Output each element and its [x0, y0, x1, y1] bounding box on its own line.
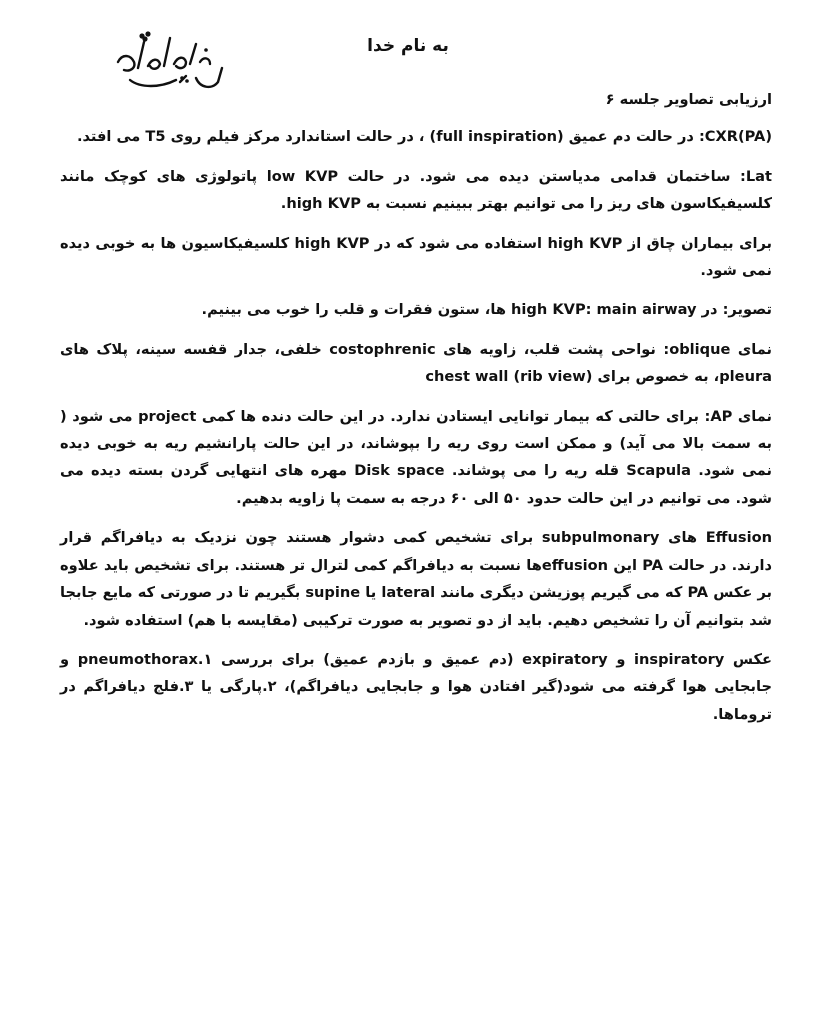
paragraph-ap-view: نمای AP: برای حالتی که بیمار توانایی ایستادن ندارد. در این حالت دنده ها کمی project می شود ( به سمت بالا می آید) و ممکن است روی ریه را بپوشاند، در این حالت پارانشیم ریه به خوبی دیده نمی شود. Scapula قله ریه را می پوشاند. Disk space مهره های انتهایی گردن بسته دیده می شود. می توانیم در این حالت حدود ۵۰ الی ۶۰ درجه به سمت پا زاویه بدهیم.: [60, 407, 773, 507]
document-body: [60, 86, 772, 740]
session-subtitle: ارزیابی تصاویر جلسه ۶: [605, 91, 772, 108]
paragraph-oblique-view: نمای oblique: نواحی پشت قلب، زاویه های costophrenic خلفی، جدار قفسه سینه، پلاک های pleura، به خصوص برای chest wall (rib view): [60, 340, 772, 386]
paragraph-lead: CXR(PA): [704, 128, 772, 146]
paragraph-subpulmonary-effusion: Effusion های subpulmonary برای تشخیص کمی دشوار هستند چون نزدیک به دیافراگم قرار دارند. در حالت PA این effusionها نسبت به دیافراگم کمی لترال تر هستند. برای تشخیص باید علاوه بر عکس PA که می گیریم پوزیشن دیگری مانند lateral یا supine بگیریم تا در صورتی که مایع جابجا شد بتوانیم آن را تشخیص دهیم. باید از دو تصویر به صورت ترکیبی (مقایسه با هم) استفاده شود.: [60, 529, 773, 629]
paragraph-obese-patients: برای بیماران چاق از high KVP استفاده می شود که در high KVP کلسیفیکاسیون ها به خوبی دیده نمی شود.: [60, 234, 773, 280]
paragraph-inspiratory-expiratory: عکس inspiratory و expiratory (دم عمیق و بازدم عمیق) برای بررسی ۱.pneumothorax و جابجایی هوا گرفته می شود(گیر افتادن هوا و جابجایی دیافراگم)، ۲.پارگی یا ۳.فلج دیافراگم در تروماها.: [60, 650, 773, 723]
page-title: به نام خدا: [367, 36, 449, 56]
paragraph-image-high-kvp: تصویر: در high KVP: main airway ها، ستون فقرات و قلب را خوب می بینیم.: [201, 301, 772, 319]
paragraph-lead: Lat: [745, 167, 772, 185]
paragraph-lat: [60, 163, 772, 218]
paragraph-text: : در حالت دم عمیق (full inspiration) ، در حالت استاندارد مرکز فیلم روی T5 می افتد.: [76, 128, 705, 146]
paragraph-cxr-pa: [60, 123, 772, 150]
paragraph-text: : ساختمان قدامی مدیاستن دیده می شود. در حالت low KVP پاتولوژی های کوچک مانند کلسیفیکاسون های ریز را می توانیم بهتر ببینیم نسبت به high KVP.: [60, 167, 772, 213]
